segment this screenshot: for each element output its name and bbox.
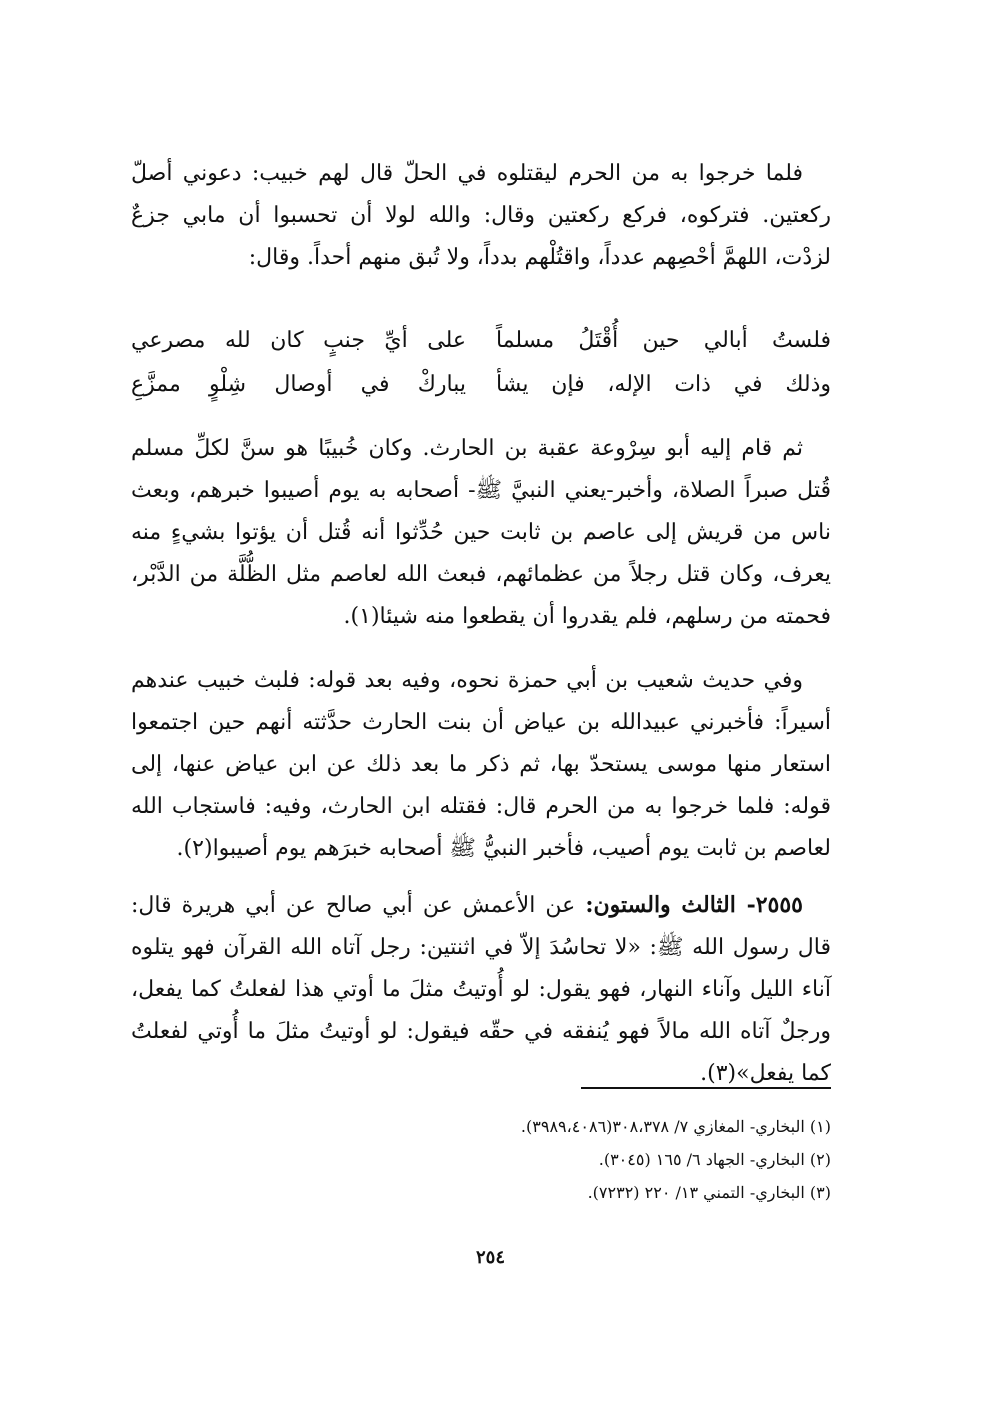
paragraph-body: عن الأعمش عن أبي صالح عن أبي هريرة قال: قال رسول الله ﷺ: «لا تحاسُدَ إلاّ في اثنتين: رجل آتاه الله القرآن فهو يتلوه آناء الليل وآناء النهار، فهو يقول: لو أُوتيتُ مثلَ ما أوتي هذا لفعلتُ كما يفعل، ورجلٌ آتاه الله مالاً فهو يُنفقه في حقّه فيقول: لو أوتيتُ مثلَ ما أُوتي لفعلتُ كما يفعل» bbox=[131, 893, 831, 1086]
poem-line-1-first-hemistich: فلستُ أبالي حين أُقْتَلُ مسلماً bbox=[496, 328, 831, 353]
paragraph-body: وفي حديث شعيب بن أبي حمزة نحوه، وفيه بعد قوله: فلبث خبيب عندهم أسيراً: فأخبرني عبيدالله بن عياض أن بنت الحارث حدَّثته أنهم حين اجتمعوا استعار منها موسى يستحدّ بها، ثم ذكر ما بعد ذلك عن ابن عياض عنها، إلى قوله: فلما خرجوا به من الحرم قال: فقتله ابن الحارث، وفيه: فاستجاب الله لعاصم بن ثابت يوم أصيب، فأخبر النبيُّ ﷺ أصحابه خبرَهم يوم أصيبوا bbox=[131, 668, 831, 861]
paragraph-khubayb-prayer bbox=[131, 153, 831, 279]
poem bbox=[131, 319, 831, 407]
footnote-ref-2[interactable]: (٢) bbox=[183, 836, 213, 861]
footnote-2: (٢) البخاري- الجهاد ٦/ ١٦٥ (٣٠٤٥). bbox=[598, 1150, 831, 1169]
paragraph-end-mark: . bbox=[700, 1061, 708, 1086]
page-number: ٢٥٤ bbox=[475, 1247, 505, 1268]
paragraph-end-mark: . bbox=[176, 836, 184, 861]
paragraph-text bbox=[131, 428, 831, 638]
paragraph-text bbox=[131, 660, 831, 870]
poem-line-2-first-hemistich: وذلك في ذات الإله، فإن يشأ bbox=[496, 372, 831, 397]
poem-line-1 bbox=[131, 319, 831, 363]
paragraph-uqba bbox=[131, 428, 831, 638]
poem-line-2-second-hemistich: يباركْ في أوصال شِلْوٍ ممزَّعِ bbox=[131, 372, 466, 397]
footnote-separator bbox=[581, 1087, 831, 1089]
hadith-2555 bbox=[131, 884, 831, 1095]
footnote-ref-3[interactable]: (٣) bbox=[707, 1061, 737, 1086]
paragraph-text: فلما خرجوا به من الحرم ليقتلوه في الحلّ قال لهم خبيب: دعوني أصلّ ركعتين. فتركوه، فركع ركعتين وقال: والله لولا أن تحسبوا أن مابي جزعٌ لزدْت، اللهمَّ أحْصِهم عدداً، واقتُلْهم بدداً، ولا تُبق منهم أحداً. وقال: bbox=[131, 161, 831, 270]
footnote-3: (٣) البخاري- التمني ١٣/ ٢٢٠ (٧٢٣٢). bbox=[587, 1183, 831, 1202]
paragraph-text bbox=[131, 884, 831, 1095]
paragraph-end-mark: . bbox=[343, 604, 351, 629]
poem-line-2 bbox=[131, 363, 831, 407]
footnote-ref-1[interactable]: (١) bbox=[350, 604, 380, 629]
footnote-1: (١) البخاري- المغازي ٧/ ٣٠٨،٣٧٨(٣٩٨٩،٤٠٨٦). bbox=[520, 1117, 831, 1136]
footnotes bbox=[131, 1110, 831, 1209]
poem-line-1-second-hemistich: على أيِّ جنبٍ كان لله مصرعي bbox=[131, 328, 466, 353]
paragraph-body: ثم قام إليه أبو سِرْوعة عقبة بن الحارث. وكان خُبيبًا هو سنَّ لكلِّ مسلم قُتل صبراً الصلاة، وأخبر-يعني النبيَّ ﷺ- أصحابه به يوم أصيبوا خبرهم، وبعث ناس من قريش إلى عاصم بن ثابت حين حُدِّثوا أنه قُتل أن يؤتوا بشيءٍ منه يعرف، وكان قتل رجلاً من عظمائهم، فبعث الله لعاصم مثل الظُّلَّة من الدَّبْر، فحمته من رسلهم، فلم يقدروا أن يقطعوا منه شيئا bbox=[131, 436, 831, 629]
paragraph-shuayb-hadith bbox=[131, 660, 831, 870]
hadith-number-heading: ٢٥٥٥- الثالث والستون: bbox=[585, 892, 803, 918]
